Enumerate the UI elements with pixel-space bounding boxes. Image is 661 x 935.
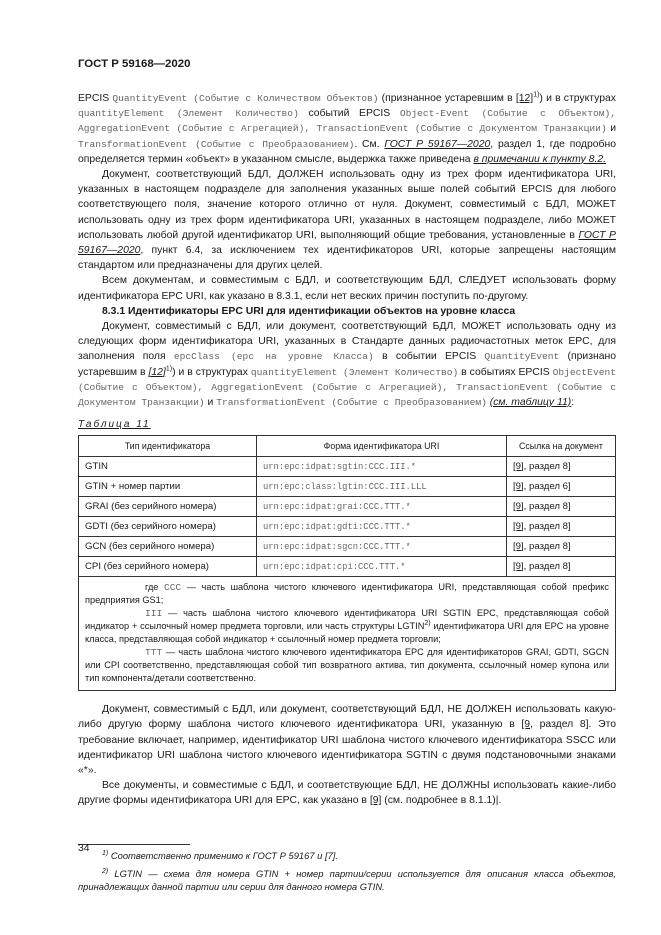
ref-cell: [9], раздел 6] [507,477,616,497]
document-header: ГОСТ Р 59168—2020 [78,58,191,70]
table-note: где CCC — часть шаблона чистого ключевого идентификатора URI, представляющая собой префикс предприятия GS1; [85,582,609,606]
table-notes-row [79,577,616,691]
ref-link[interactable]: [9 [513,521,522,533]
ref-link[interactable]: [9 [513,481,522,493]
ref-cell: [9], раздел 8] [507,537,616,557]
id-type-cell: GDTI (без серийного номера) [79,517,257,537]
table-caption: Таблица 11 [78,419,151,431]
uri-form-cell: urn:epc:idpat:sgtin:CCC.III.* [257,457,507,477]
ref-cell: [9], раздел 8] [507,517,616,537]
uri-form-cell: urn:epc:idpat:gdti:CCC.TTT.* [257,517,507,537]
paragraph-6: Все документы, и совместимые с БДЛ, и соответствующие БДЛ, НЕ ДОЛЖНЫ использовать какие-либо другие формы идентификатора URI для EPC, как указано в [9] (см. подробнее в 8.1.1)|. [78,780,616,807]
ref-link[interactable]: [9] [369,795,382,807]
table-row [79,517,616,537]
table-row [79,457,616,477]
table-link[interactable]: (см. таблицу 11) [489,397,572,409]
table-row [79,537,616,557]
uri-form-cell: urn:epc:idpat:grai:CCC.TTT.* [257,497,507,517]
table-notes [79,577,616,691]
paragraph-3: Всем документам, и совместимым с БДЛ, и соответствующим БДЛ, СЛЕДУЕТ использовать форму идентификатора EPC URI, как указано в 8.3.1, если нет веских причин поступить по-другому. [78,275,616,302]
id-type-cell: GTIN [79,457,257,477]
identifier-table [78,435,616,691]
table-note: III — часть шаблона чистого ключевого идентификатора URI SGTIN EPC, представляющая собой индикатор + ссылочный номер предмета торговли, или часть структуры LGTIN$^{2)}$ идентификатора URI для EPC на уровне класса, представляющая собой индикатор + ссылочный номер предмета торговли; [85,608,609,645]
footnote: $^{1)}$ Соответственно применимо к ГОСТ Р 59167 и [7]. [102,849,339,861]
table-header-row [79,436,616,457]
ref-link[interactable]: [9 [513,561,522,573]
column-header: Тип идентификатора [79,436,257,457]
paragraph-4: Документ, совместимый с БДЛ, или документ, соответствующий БДЛ, МОЖЕТ использовать одну из следующих форм идентификатора URI, указанных в Стандарте данных радиочастотных меток EPC, для заполнения поля epcClass (epc на уровне Класса) в событии EPCIS QuantityEvent (признано устаревшим в $[12]^{1)}$) и в структурах quantityElement (Элемент Количество) в событиях EPCIS ObjectEvent (Событие с Объектом), AggregationEvent (Событие с Агрегацией), TransactionEvent (Событие с Документом Транзакции) и TransformationEvent (Событие с Преобразованием) (см. таблицу 11): [78,321,616,409]
ref-cell: [9], раздел 8] [507,497,616,517]
table-row [79,557,616,577]
ref-link[interactable]: [9 [513,461,522,473]
uri-form-cell: urn:epc:idpat:sgcn:CCC.TTT.* [257,537,507,557]
paragraph-1: EPCIS QuantityEvent (Событие с Количеством Объектов) (признанное устаревшим в $[12]^{1)}$) и в структурах quantityElement (Элемент Количество) событий EPCIS Object-Event (Событие с Объектом), AggregationEvent (Событие с Агрегацией), TransactionEvent (Событие с Документом Транзакции) и TransformationEvent (Событие с Преобразованием). См. ГОСТ Р 59167—2020, раздел 1, где подробно определяется термин «объект» в указанном смысле, выдержка также приведена в примечании к пункту 8.2. [78,91,616,165]
id-type-cell: GRAI (без серийного номера) [79,497,257,517]
document-page [78,58,616,898]
section-heading: 8.3.1 Идентификаторы EPC URI для идентификации объектов на уровне класса [102,305,516,317]
id-type-cell: GTIN + номер партии [79,477,257,497]
table-row [79,497,616,517]
uri-form-cell: urn:epc:class:lgtin:CCC.III.LLL [257,477,507,497]
table-note: TTT — часть шаблона чистого ключевого идентификатора EPC для идентификаторов GRAI, GDTI, SGCN или CPI соответственно, представляющая собой тип возвратного актива, тип документа, ссылочный номер купона или тип компонента/детали соответственно. [85,647,609,684]
ref-link[interactable]: [12] [148,366,166,378]
id-type-cell: CPI (без серийного номера) [79,557,257,577]
footnote: $^{2)}$ LGTIN — схема для номера GTIN + номер партии/серии используется для описания класса объектов, принадлежащих данной партии или серии для данного номера GTIN. [78,867,616,892]
ref-link[interactable]: [9 [513,501,522,513]
paragraph-2: Документ, соответствующий БДЛ, ДОЛЖЕН использовать одну из трех форм идентификатора URI, указанных в настоящем подразделе для заполнения указанных выше полей событий EPCIS для любого соответствующего поля, значение которого отлично от нуля. Документ, совместимый с БДЛ, МОЖЕТ использовать одну из трех форм идентификатора URI, указанных в настоящем подразделе, либо МОЖЕТ использовать любой другой идентификатор URI, выполняющий общие требования, установленные в ГОСТ Р 59167—2020, пункт 6.4, за исключением тех идентификаторов URI, которые запрещены настоящим стандартом или предназначены для других целей. [78,169,616,272]
id-type-cell: GCN (без серийного номера) [79,537,257,557]
paragraph-5: Документ, совместимый с БДЛ, или документ, соответствующий БДЛ, НЕ ДОЛЖЕН использовать какую-либо другую форму шаблона чистого ключевого идентификатора URI, указанную в [9, раздел 8]. Это требование включает, например, идентификатор URI шаблона чистого ключевого идентификатора SSCC или идентификатор URI шаблона чистого ключевого идентификатора SGTIN с двумя подстановочными знаками «*». [78,704,616,777]
ref-cell: [9], раздел 8] [507,557,616,577]
gost-link[interactable]: ГОСТ Р 59167—2020 [384,138,491,150]
ref-link[interactable]: [9 [513,541,522,553]
footnote-divider [78,844,190,845]
ref-cell: [9], раздел 8] [507,457,616,477]
uri-form-cell: urn:epc:idpat:cpi:CCC.TTT.* [257,557,507,577]
note-link[interactable]: в примечании к пункту 8.2. [473,153,606,165]
page-number: 34 [78,843,90,854]
gost-link[interactable]: ГОСТ Р 59167—2020 [78,229,616,257]
ref-link[interactable]: [9 [521,719,531,731]
column-header: Ссылка на документ [507,436,616,457]
table-row [79,477,616,497]
column-header: Форма идентификатора URI [257,436,507,457]
